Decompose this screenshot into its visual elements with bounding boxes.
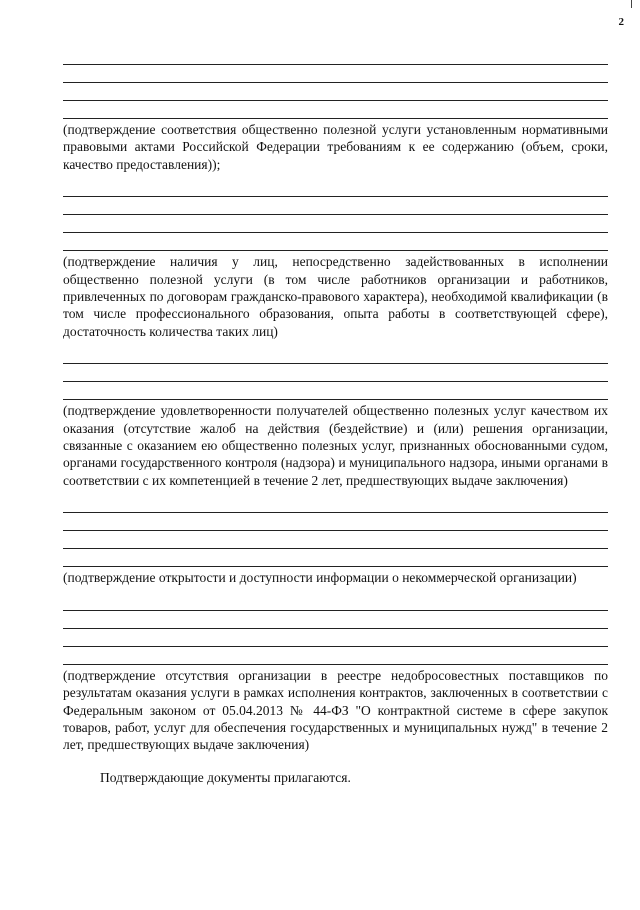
form-section — [63, 179, 608, 340]
blank-fill-line[interactable] — [63, 215, 608, 233]
blank-lines — [63, 47, 608, 119]
page-number: 2 — [618, 16, 624, 28]
blank-fill-line[interactable] — [63, 549, 608, 567]
blank-fill-line[interactable] — [63, 346, 608, 364]
section-caption: (подтверждение наличия у лиц, непосредственно задействованных в исполнении общественно полезной услуги (в том числе работников организации и работников, привлеченных по договорам гражданско-правового характера), необходимой квалификации (в том числе профессионального образования, опыта работы в соответствующей сфере), достаточность количества таких лиц) — [63, 254, 608, 339]
section-caption: (подтверждение удовлетворенности получателей общественно полезных услуг качеством их оказания (отсутствие жалоб на действия (бездействие) и (или) решения организации, связанные с оказанием ею общественно полезных услуг, признанных обоснованными судом, органами государственного контроля (надзора) и муниципального надзора, иными органами в соответствии с их компетенцией в течение 2 лет, предшествующих выдаче заключения) — [63, 403, 608, 488]
blank-fill-line[interactable] — [63, 629, 608, 647]
blank-fill-line[interactable] — [63, 611, 608, 629]
blank-lines — [63, 179, 608, 251]
blank-fill-line[interactable] — [63, 382, 608, 400]
blank-fill-line[interactable] — [63, 495, 608, 513]
blank-fill-line[interactable] — [63, 531, 608, 549]
blank-fill-line[interactable] — [63, 83, 608, 101]
blank-fill-line[interactable] — [63, 179, 608, 197]
section-caption: (подтверждение отсутствия организации в реестре недобросовестных поставщиков по результатам оказания услуги в рамках исполнения контрактов, заключенных в соответствии с Федеральным законом от 05.04.2013 № 44-ФЗ "О контрактной системе в сфере закупок товаров, работ, услуг для обеспечения государственных и муниципальных нужд" в течение 2 лет, предшествующих выдаче заключения) — [63, 667, 608, 753]
document-body — [63, 47, 608, 760]
blank-lines — [63, 593, 608, 665]
blank-fill-line[interactable] — [63, 364, 608, 382]
blank-lines — [63, 346, 608, 400]
attachments-note: Подтверждающие документы прилагаются. — [100, 770, 351, 785]
blank-lines — [63, 495, 608, 567]
form-section — [63, 47, 608, 173]
form-section — [63, 593, 608, 754]
blank-fill-line[interactable] — [63, 647, 608, 665]
blank-fill-line[interactable] — [63, 47, 608, 65]
blank-fill-line[interactable] — [63, 513, 608, 531]
form-section — [63, 495, 608, 586]
form-section — [63, 346, 608, 489]
scan-corner-mark — [631, 0, 632, 8]
blank-fill-line[interactable] — [63, 65, 608, 83]
blank-fill-line[interactable] — [63, 197, 608, 215]
blank-fill-line[interactable] — [63, 233, 608, 251]
section-caption: (подтверждение соответствия общественно полезной услуги установленным нормативными правовыми актами Российской Федерации требованиям к ее содержанию (объем, сроки, качество предоставления)); — [63, 122, 608, 172]
section-caption: (подтверждение открытости и доступности информации о некоммерческой организации) — [63, 570, 577, 586]
blank-fill-line[interactable] — [63, 101, 608, 119]
blank-fill-line[interactable] — [63, 593, 608, 611]
